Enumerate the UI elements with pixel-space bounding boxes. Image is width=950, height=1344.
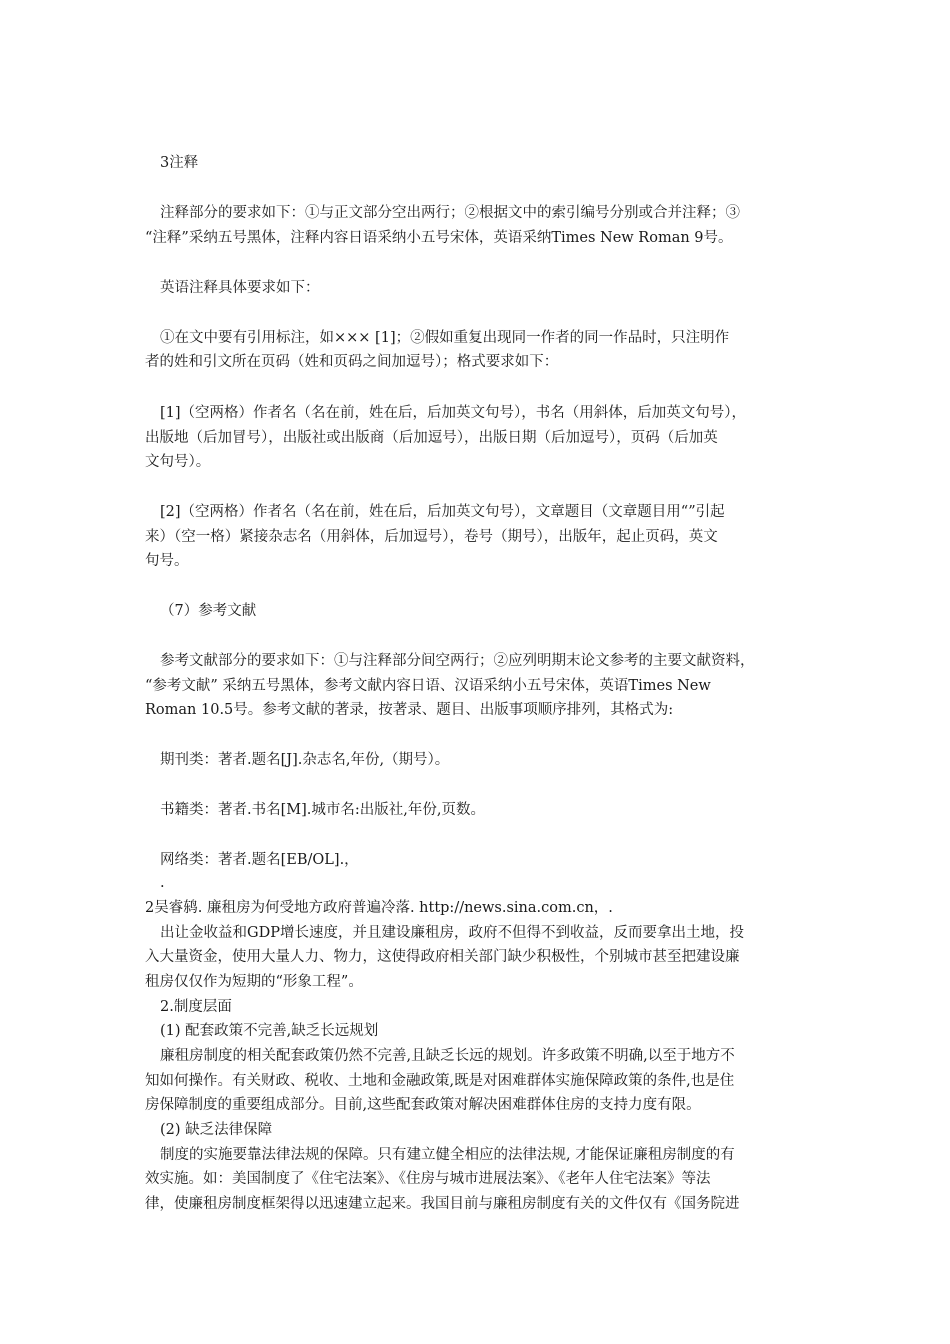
paragraph-line: 效实施。如：美国制度了《住宅法案》、《住房与城市进展法案》、《老年人住宅法案》等法: [145, 1171, 711, 1187]
paragraph-line: 句号。: [145, 553, 189, 569]
paragraph-line: 租房仅仅作为短期的“形象工程”。: [145, 974, 363, 990]
paragraph-line: 知如何操作。有关财政、税收、土地和金融政策,既是对困难群体实施保障政策的条件,也是住: [145, 1073, 735, 1089]
paragraph-line: “注释”采纳五号黑体，注释内容日语采纳小五号宋体，英语采纳Times New Roman 9号。: [145, 230, 733, 246]
paragraph-line: Roman 10.5号。参考文献的著录，按著录、题目、出版事项顺序排列，其格式为:: [145, 702, 674, 718]
section-heading: （7）参考文献: [160, 603, 257, 619]
footnote-line: 2吴睿鸫. 廉租房为何受地方政府普遍冷落. http://news.sina.com.cn，.: [145, 900, 613, 916]
paragraph-line: .: [160, 875, 165, 891]
paragraph-line: 文句号）。: [145, 454, 211, 470]
subsection-heading: (2) 缺乏法律保障: [160, 1122, 273, 1138]
paragraph-line: 来）（空一格）紧接杂志名（用斜体，后加逗号），卷号（期号），出版年，起止页码，英文: [145, 529, 718, 545]
paragraph-line: 期刊类：著者.题名[J].杂志名,年份,（期号）。: [160, 752, 450, 768]
section-heading: 2.制度层面: [160, 999, 232, 1015]
paragraph-line: ①在文中要有引用标注，如××× [1]；②假如重复出现同一作者的同一作品时，只注明作: [160, 330, 730, 346]
paragraph-line: 廉租房制度的相关配套政策仍然不完善,且缺乏长远的规划。许多政策不明确,以至于地方不: [160, 1048, 735, 1064]
paragraph-line: [2]（空两格）作者名（名在前，姓在后，后加英文句号），文章题目（文章题目用“”引起: [160, 504, 725, 520]
paragraph-line: 制度的实施要靠法律法规的保障。只有建立健全相应的法律法规, 才能保证廉租房制度的有: [160, 1147, 735, 1163]
paragraph-line: 出版地（后加冒号），出版社或出版商（后加逗号），出版日期（后加逗号），页码（后加英: [145, 430, 718, 446]
paragraph-line: 网络类：著者.题名[EB/OL].，: [160, 852, 359, 868]
paragraph-line: 英语注释具体要求如下：: [160, 280, 320, 296]
paragraph-line: “参考文献” 采纳五号黑体，参考文献内容日语、汉语采纳小五号宋体，英语Times New: [145, 678, 711, 694]
paragraph-line: 书籍类：著者.书名[M].城市名:出版社,年份,页数。: [160, 802, 485, 818]
paragraph-line: 出让金收益和GDP增长速度，并且建设廉租房，政府不但得不到收益，反而要拿出土地，投: [160, 925, 744, 941]
paragraph-line: 房保障制度的重要组成部分。目前,这些配套政策对解决困难群体住房的支持力度有限。: [145, 1097, 701, 1113]
subsection-heading: (1) 配套政策不完善,缺乏长远规划: [160, 1023, 379, 1039]
section-heading: 3注释: [160, 155, 199, 171]
paragraph-line: 律，使廉租房制度框架得以迅速建立起来。我国目前与廉租房制度有关的文件仅有《国务院进: [145, 1196, 740, 1212]
paragraph-line: 入大量资金，使用大量人力、物力，这使得政府相关部门缺少积极性，个别城市甚至把建设廉: [145, 949, 740, 965]
paragraph-line: 者的姓和引文所在页码（姓和页码之间加逗号）；格式要求如下：: [145, 354, 559, 370]
paragraph-line: [1]（空两格）作者名（名在前，姓在后，后加英文句号），书名（用斜体，后加英文句号），: [160, 405, 747, 421]
paragraph-line: 注释部分的要求如下：①与正文部分空出两行；②根据文中的索引编号分别或合并注释；③: [160, 205, 740, 221]
paragraph-line: 参考文献部分的要求如下：①与注释部分间空两行；②应列明期末论文参考的主要文献资料，: [160, 653, 755, 669]
